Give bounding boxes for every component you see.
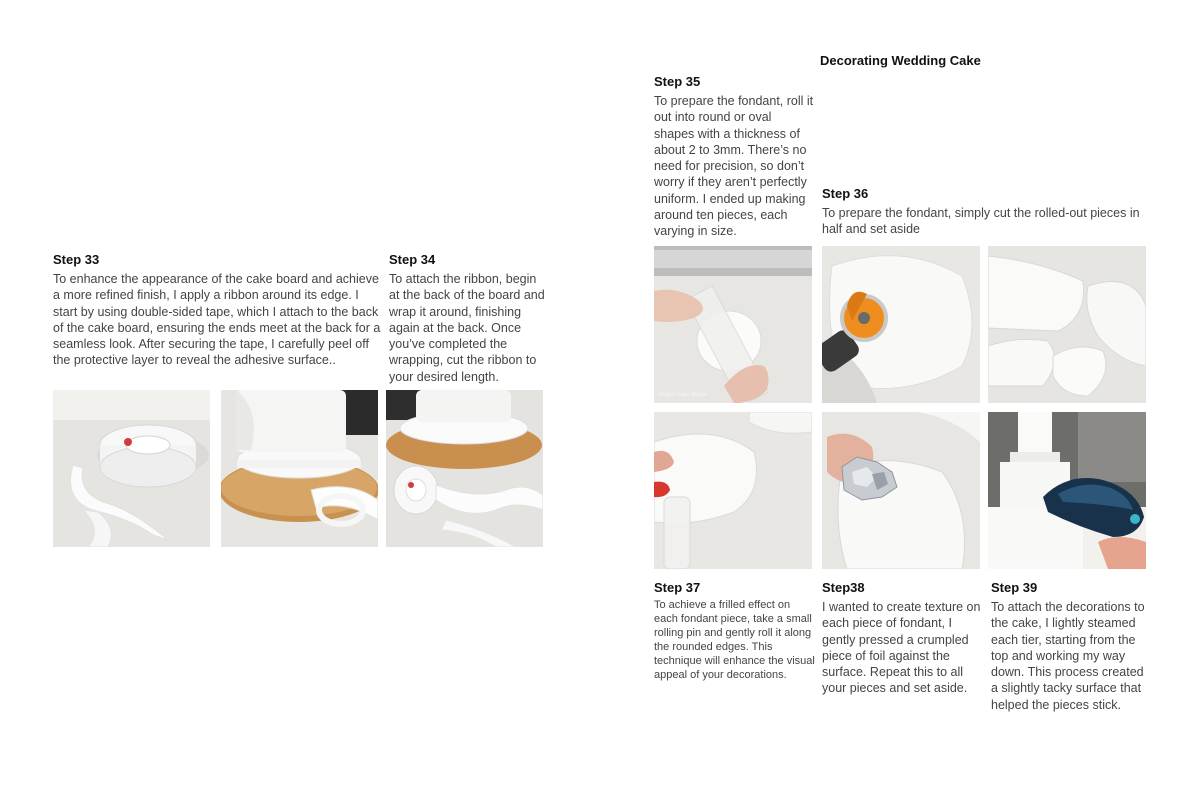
step-37-title: Step 37 (654, 580, 701, 595)
step-33-text: To enhance the appearance of the cake board and achieve a more refined finish, I apply a ribbon around its edge. I start by using double-sided tape, which I attach to the back of the cake board, ensuring the ends meet at the back for a seamless look. After securing the tape, I carefully peel off the protective layer to reveal the adhesive surface.. (53, 272, 381, 368)
photo-foil-texture (822, 412, 980, 569)
step-36-title: Step 36 (822, 186, 869, 201)
step-36-text: To prepare the fondant, simply cut the rolled-out pieces in half and set aside (822, 206, 1140, 237)
step-33 (53, 252, 383, 369)
step-37-text: To achieve a frilled effect on each fondant piece, take a small rolling pin and gently roll it along the rounded edges. This technique will enhance the visual appeal of your decorations. (654, 599, 815, 681)
step-34-title: Step 34 (389, 252, 436, 267)
step-35-title: Step 35 (654, 74, 701, 89)
step-39 (991, 580, 1151, 713)
photo-frilling-edges (654, 412, 812, 569)
photo-ribbon-spool (53, 390, 210, 547)
step-34-text: To attach the ribbon, begin at the back of the board and wrap it around, finishing again at the back. Once you’ve completed the wrapping, cut the ribbon to your desired length. (389, 272, 545, 384)
step-38-text: I wanted to create texture on each piece of fondant, I gently pressed a crumpled piece of foil against the surface. Repeat this to all your pieces and set aside. (822, 600, 981, 696)
step-39-title: Step 39 (991, 580, 1038, 595)
photo-halved-fondant (988, 246, 1146, 403)
step-38-title: Step38 (822, 580, 865, 595)
step-39-text: To attach the decorations to the cake, I lightly steamed each tier, starting from the top and working my way down. This process created a slightly tacky surface that helped the pieces stick. (991, 600, 1145, 712)
photo-ribbon-wrapping (386, 390, 543, 547)
step-34 (389, 252, 549, 385)
photo-cake-board-ribbon (221, 390, 378, 547)
step-33-title: Step 33 (53, 252, 100, 267)
step-37 (654, 580, 816, 682)
step-36 (822, 186, 1152, 238)
photo-rolling-fondant (654, 246, 812, 403)
photo-cutting-fondant (822, 246, 980, 403)
step-38 (822, 580, 984, 697)
photo-steaming-tiers (988, 412, 1146, 569)
step-35-text: To prepare the fondant, roll it out into round or oval shapes with a thickness of about 2 to 3mm. There’s no need for precision, so don’t worry if they aren’t perfectly uniform. I ended up making around ten pieces, each varying in size. (654, 94, 814, 239)
photo-35-watermark: Dolly's Cake Works (659, 392, 707, 398)
page-title: Decorating Wedding Cake (820, 53, 981, 68)
step-35 (654, 74, 814, 240)
